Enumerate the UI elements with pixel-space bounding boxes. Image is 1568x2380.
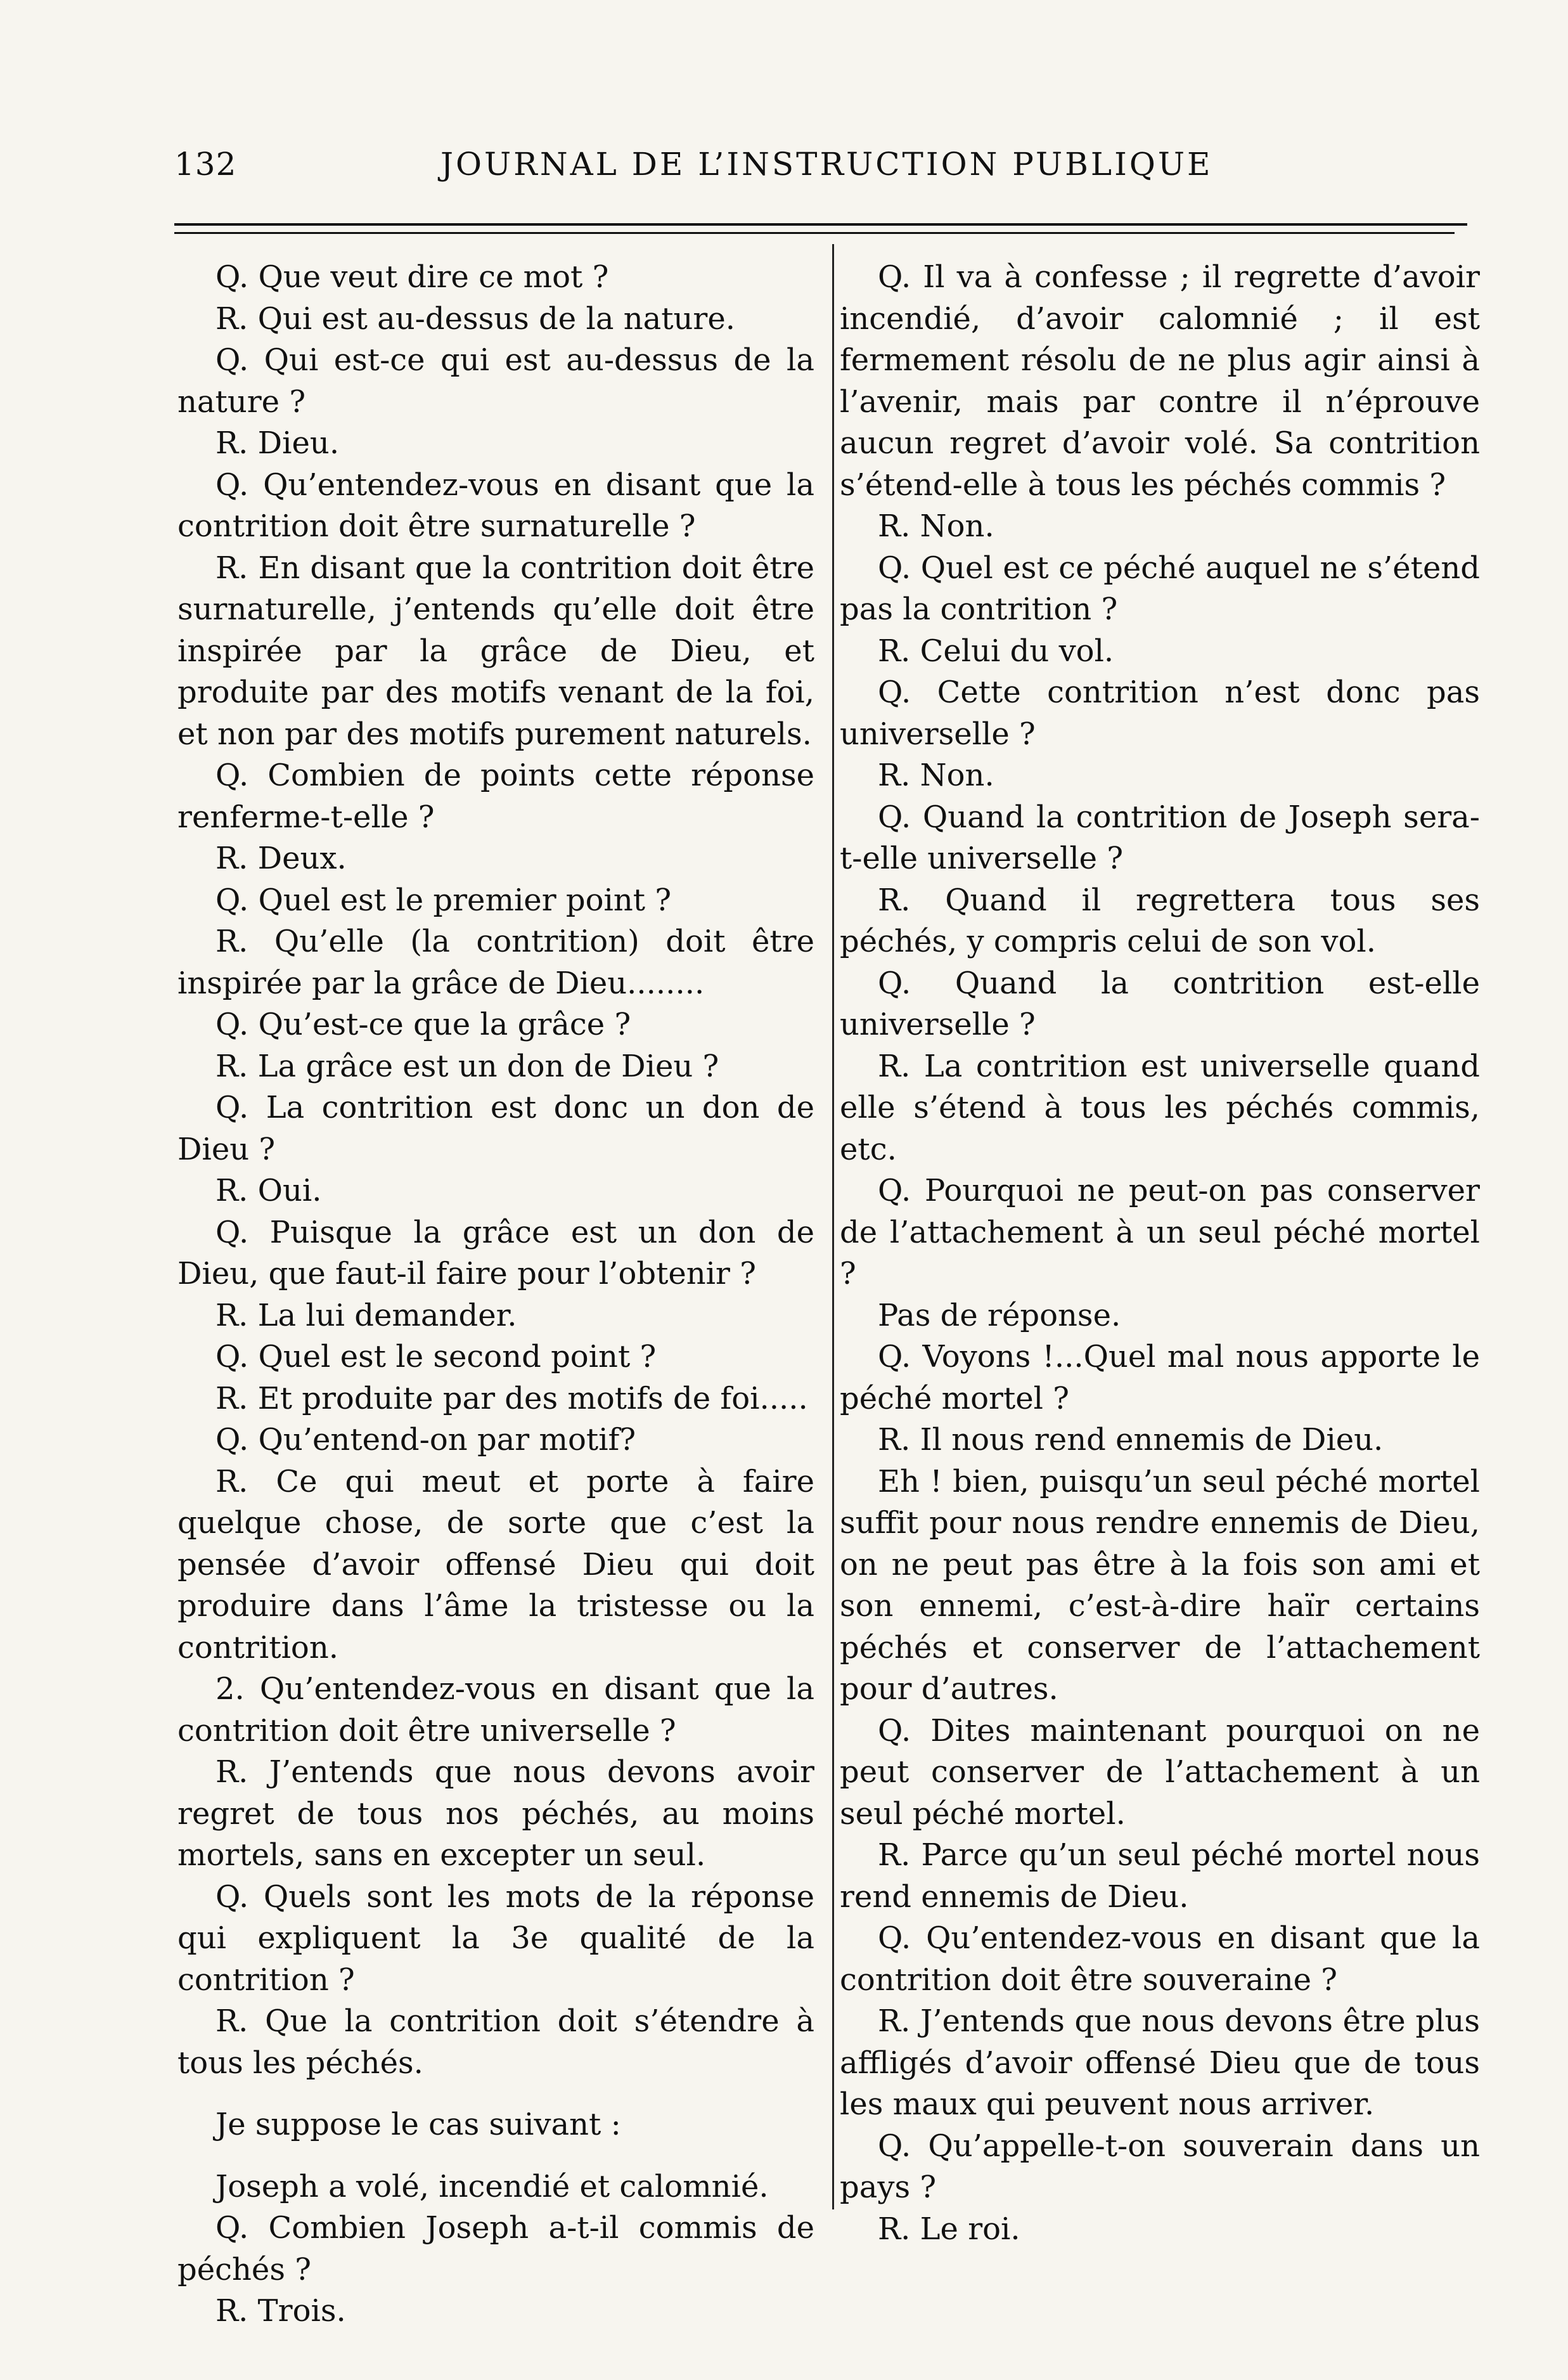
paragraph: R. En disant que la contrition doit être surnaturelle, j’entends qu’elle doit être inspirée par la grâce de Dieu, et produite par des motifs venant de la foi, et non par des motifs purement naturels. [177, 550, 814, 752]
paragraph: R. Oui. [215, 1173, 322, 1208]
paragraph: Je suppose le cas suivant : [215, 2107, 621, 2142]
paragraph: Q. Quels sont les mots de la réponse qui expliquent la 3e qualité de la contrition ? [177, 1879, 814, 1998]
paragraph: R. Ce qui meut et porte à faire quelque chose, de sorte que c’est la pensée d’avoir offensé Dieu qui doit produire dans l’âme la tristesse ou la contrition. [177, 1463, 814, 1665]
paragraph: Q. Puisque la grâce est un don de Dieu, que faut-il faire pour l’obtenir ? [177, 1214, 814, 1291]
paragraph: Q. Qu’entendez-vous en disant que la contrition doit être souveraine ? [840, 1920, 1480, 1998]
paragraph: Pas de réponse. [878, 1297, 1121, 1333]
right-column [840, 257, 1480, 2250]
paragraph: Q. Quel est le second point ? [215, 1339, 657, 1374]
page-number: 132 [174, 146, 237, 183]
paragraph: R. Et produite par des motifs de foi..... [215, 1380, 808, 1416]
header-rule-thin [174, 232, 1455, 234]
paragraph: R. Dieu. [215, 425, 340, 461]
paragraph: Q. Qu’est-ce que la grâce ? [215, 1007, 631, 1042]
paragraph: R. Que la contrition doit s’étendre à tous les péchés. [177, 2003, 814, 2081]
paragraph: Q. Quand la contrition est-elle universelle ? [840, 965, 1480, 1042]
paragraph: Eh ! bien, puisqu’un seul péché mortel suffit pour nous rendre ennemis de Dieu, on ne peut pas être à la fois son ami et son ennemi, c’est-à-dire haïr certains péchés et conserver de l’attachement pour d’autres. [840, 1463, 1480, 1707]
paragraph: Q. Cette contrition n’est donc pas universelle ? [840, 675, 1480, 752]
paragraph: Q. Quel est le premier point ? [215, 882, 672, 918]
page-header [174, 146, 1467, 190]
paragraph: Joseph a volé, incendié et calomnié. [215, 2168, 769, 2204]
paragraph: R. Deux. [215, 841, 347, 876]
paragraph: Q. Qu’entendez-vous en disant que la contrition doit être surnaturelle ? [177, 467, 814, 544]
paragraph: Q. Que veut dire ce mot ? [215, 259, 609, 295]
paragraph: R. Parce qu’un seul péché mortel nous rend ennemis de Dieu. [840, 1837, 1480, 1915]
paragraph: Q. Combien de points cette réponse renferme-t-elle ? [177, 758, 814, 835]
paragraph: Q. Combien Joseph a-t-il commis de péchés ? [177, 2210, 814, 2287]
paragraph: Q. Quel est ce péché auquel ne s’étend pas la contrition ? [840, 550, 1480, 627]
paragraph: Q. Quand la contrition de Joseph sera-t-elle universelle ? [840, 799, 1480, 876]
paragraph: R. Celui du vol. [878, 633, 1114, 669]
paragraph: R. Qu’elle (la contrition) doit être inspirée par la grâce de Dieu........ [177, 924, 814, 1001]
paragraph: R. Quand il regrettera tous ses péchés, y compris celui de son vol. [840, 882, 1480, 959]
paragraph: R. Non. [878, 508, 994, 544]
paragraph: R. La grâce est un don de Dieu ? [215, 1048, 719, 1084]
paragraph: Q. Qu’entend-on par motif? [215, 1422, 636, 1458]
paragraph: Q. La contrition est donc un don de Dieu ? [177, 1090, 814, 1167]
paragraph: Q. Dites maintenant pourquoi on ne peut conserver de l’attachement à un seul péché mortel. [840, 1712, 1480, 1832]
paragraph: Q. Qu’appelle-t-on souverain dans un pays ? [840, 2128, 1480, 2205]
column-divider [832, 244, 834, 2209]
running-title: JOURNAL DE L’INSTRUCTION PUBLIQUE [440, 146, 1213, 183]
paragraph: R. Le roi. [878, 2211, 1020, 2247]
paragraph: R. Qui est au-dessus de la nature. [215, 301, 736, 337]
paragraph: Q. Il va à confesse ; il regrette d’avoir incendié, d’avoir calomnié ; il est fermement résolu de ne plus agir ainsi à l’avenir, mais par contre il n’éprouve aucun regret d’avoir volé. Sa contrition s’étend-elle à tous les péchés commis ? [840, 259, 1480, 503]
paragraph: Q. Pourquoi ne peut-on pas conserver de l’attachement à un seul péché mortel ? [840, 1173, 1480, 1291]
paragraph: Q. Qui est-ce qui est au-dessus de la nature ? [177, 342, 814, 420]
paragraph: R. La lui demander. [215, 1297, 517, 1333]
paragraph: R. Non. [878, 758, 994, 793]
paragraph: R. Trois. [215, 2293, 346, 2329]
paragraph: R. J’entends que nous devons être plus affligés d’avoir offensé Dieu que de tous les maux qui peuvent nous arriver. [840, 2003, 1480, 2122]
paragraph: Q. Voyons !...Quel mal nous apporte le péché mortel ? [840, 1339, 1480, 1416]
paragraph: R. J’entends que nous devons avoir regret de tous nos péchés, au moins mortels, sans en excepter un seul. [177, 1754, 814, 1873]
header-rule [174, 223, 1467, 226]
paragraph: R. La contrition est universelle quand elle s’étend à tous les péchés commis, etc. [840, 1048, 1480, 1167]
paragraph: R. Il nous rend ennemis de Dieu. [878, 1422, 1384, 1458]
paragraph: 2. Qu’entendez-vous en disant que la contrition doit être universelle ? [177, 1671, 814, 1749]
left-column [177, 257, 814, 2332]
